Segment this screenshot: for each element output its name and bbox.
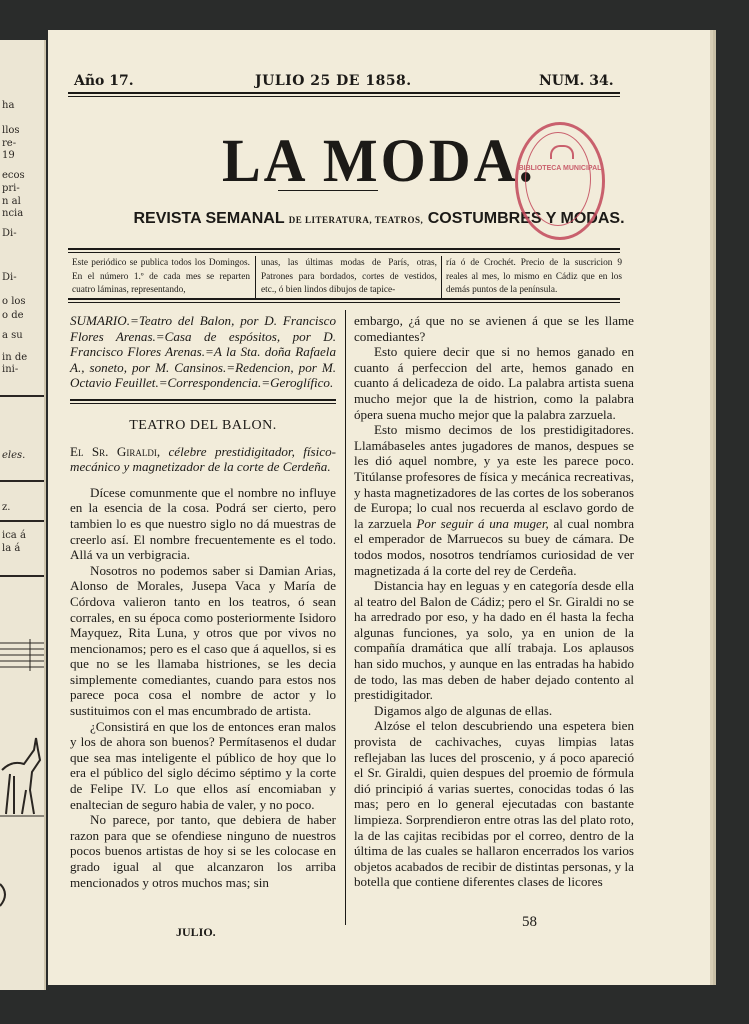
left-fragment: la á bbox=[2, 543, 21, 554]
italic-phrase: Por seguir á una muger, bbox=[416, 515, 549, 531]
issue-number: NUM. 34. bbox=[539, 73, 614, 89]
partial-figure-icon bbox=[0, 880, 12, 910]
paragraph: Esto quiere decir que si no hemos ganado en cuanto á perfeccion del arte, hemos ganado en cuanto á delicadeza de oido. La palabra artista suena mucho mejor que la de histrion, como la palabra ópera suena mucho mejor que la palabra zarzuela. bbox=[354, 344, 634, 422]
sumario: SUMARIO.=Teatro del Balon, por D. Francisco Flores Arenas.=Casa de espósitos, por D. Francisco Flores Arenas.=A la Sta. doña Rafaela A., soneto, por M. Cansinos.=Redencion, por M. Octavio Feuillet.=Correspondencia.=Geroglífico. bbox=[70, 313, 336, 391]
sumario-rule bbox=[70, 399, 336, 404]
notice-bottom-rule bbox=[68, 298, 620, 300]
section-title: TEATRO DEL BALON. bbox=[129, 417, 277, 433]
notice-column-1: Este periódico se publica todos los Domingos. En el número 1.º de cada mes se reparten cuatro láminas, representando, bbox=[72, 258, 250, 295]
left-rule bbox=[0, 520, 44, 522]
left-fragment: in de bbox=[2, 352, 28, 363]
notice-column-2: unas, las últimas modas de París, otras, Patrones para bordados, cortes de vestidos, etc., ó bien lindos dibujos de tapice- bbox=[261, 258, 437, 295]
library-stamp bbox=[515, 122, 605, 240]
subtitle-costumbres: COSTUMBRES Y MODAS. bbox=[427, 210, 625, 227]
newspaper-title: LA MODA. bbox=[222, 126, 536, 195]
left-fragment: pri- bbox=[2, 183, 20, 194]
left-fragment: Di- bbox=[2, 228, 17, 239]
paragraph: ¿Consistirá en que los de entonces eran malos y los de ahora son buenos? Permítasenos el dudar que sea mas inteligente el público de hoy que lo era el público del siglo décimo séptimo y la corte de Felipe IV. Lo que ellos así encomiaban y enaltecian de seguro habia de valer, y no poco. bbox=[70, 718, 336, 812]
left-fragment: ncia bbox=[2, 208, 24, 219]
left-fragment: re- bbox=[2, 138, 17, 149]
notice-divider bbox=[255, 256, 256, 298]
title-ornament-rule bbox=[278, 190, 378, 191]
left-fragment: o los bbox=[2, 296, 26, 307]
newspaper-subtitle bbox=[48, 210, 710, 228]
newspaper-page bbox=[48, 30, 710, 985]
article-lead bbox=[70, 444, 336, 475]
paragraph: Digamos algo de algunas de ellas. bbox=[374, 702, 553, 718]
left-rule bbox=[0, 395, 44, 397]
left-facing-page bbox=[0, 40, 46, 990]
paragraph: embargo, ¿á que no se avienen á que se les llame comediantes? bbox=[354, 313, 634, 344]
donkey-illustration-icon bbox=[0, 730, 44, 820]
left-fragment: ini- bbox=[2, 364, 19, 375]
left-fragment: ha bbox=[2, 100, 15, 111]
left-fragment: llos bbox=[2, 125, 20, 136]
left-fragment: Di- bbox=[2, 272, 17, 283]
notice-top-rule bbox=[68, 252, 620, 253]
left-fragment: ica á bbox=[2, 530, 26, 541]
notice-divider bbox=[441, 256, 442, 298]
music-staff-icon bbox=[0, 635, 44, 675]
paragraph bbox=[354, 422, 634, 578]
lead-name: El Sr. Giraldi, bbox=[70, 443, 161, 459]
subtitle-revista: REVISTA SEMANAL bbox=[133, 210, 285, 227]
subtitle-literatura: DE LITERATURA, TEATROS, bbox=[288, 215, 424, 225]
left-rule bbox=[0, 480, 44, 482]
paragraph-text: al cual nombra el emperador de Marruecos su buey de cámara. De todos modos, nosotros tendríamos curiosidad de ver magnetizada á la corte del rey de Cerdeña. bbox=[354, 515, 635, 578]
notice-column-3: ría ó de Crochét. Precio de la suscricion 9 reales al mes, lo mismo en Cádiz que en los demás puntos de la península. bbox=[446, 258, 622, 295]
masthead-rule bbox=[68, 92, 620, 94]
left-fragment: a su bbox=[2, 330, 23, 341]
issue-year: Año 17. bbox=[74, 73, 134, 89]
page-number: 58 bbox=[522, 914, 537, 930]
paragraph: Dícese comunmente que el nombre no influye en la esencia de la cosa. Podrá ser cierto, pero tambien lo es que nuestro siglo no dá muestras de creerlo así. El nombre frecuentemente es el todo. Allá va un verbigracia. bbox=[70, 484, 336, 563]
stamp-text: BIBLIOTECA MUNICIPAL bbox=[518, 165, 602, 172]
left-rule bbox=[0, 575, 44, 577]
paragraph-text: Esto mismo decimos de los prestidigitadores. Llamábaseles antes jugadores de manos, despues se les dió aquel nombre, y ya este les parece poco. Titúlanse profesores de física y mecánica recreativas, y hasta magnetizadores de las cortes de los soberanos de Europa; lo cual nos recuerda al esclavo gordo de la zarzuela bbox=[354, 422, 634, 531]
column-divider bbox=[345, 310, 346, 925]
masthead-rule bbox=[68, 96, 620, 97]
paragraph: Distancia hay en leguas y en categoría desde ella al teatro del Balon de Cádiz; pero el Sr. Giraldi no se ha arredrado por eso, y ha dado en él hasta la fecha algunas funciones, ya solo, ya en union de la compañía dramática que allí trabaja. Los aplausos han sido muchos, y aunque en las entradas ha habido de todo, las mas deben de haber dejado contento al prestidigitador. bbox=[354, 578, 634, 703]
left-fragment: 19 bbox=[2, 150, 15, 161]
issue-date: JULIO 25 DE 1858. bbox=[255, 73, 412, 89]
right-column bbox=[354, 313, 634, 890]
left-fragment: o de bbox=[2, 310, 24, 321]
paragraph: No parece, por tanto, que debiera de haber razon para que se ofendiese ninguno de nuestros pocos buenos artistas de hoy si se les colocase en grado igual al que alcanzaron los arriba mencionados y otros muchos mas; sin bbox=[70, 812, 336, 890]
paragraph: Alzóse el telon descubriendo una espetera bien provista de cachivaches, cuyas limpias latas reflejaban las luces del proscenio, y á poco apareció el Sr. Giraldi, quien despues del proemio de fórmula dió principió á varias suertes, conocidas todas ó las mas; pero en lo general ejecutadas con bastante limpieza. Sorprendieron entre otras las del plato roto, la de las cajitas recibidas por el correo, dentro de la última de las cuales se hallaron encerrados los varios objetos acabados de recibir de distintas personas, y la botella que contiene diferentes clases de licores bbox=[354, 718, 634, 890]
left-column bbox=[70, 313, 336, 890]
left-fragment: z. bbox=[2, 502, 11, 513]
signature-mark: JULIO. bbox=[176, 925, 216, 939]
left-fragment: n al bbox=[2, 196, 21, 207]
paragraph: Nosotros no podemos saber si Damian Arias, Alonso de Morales, Jusepa Vaca y María de Córdova valieron tanto en los teatros, ó sean corrales, en su época como posteriormente Isidoro Mayquez, Rita Luna, y otros que por vivos no mencionamos; pero es el caso que á aquellos, si es que no se les llamaba histriones, se les decia simplemente comediantes, cuando para estos nos parece poca cosa el nombre de actor y lo sustituimos con el mas encumbrado de artista. bbox=[70, 562, 336, 719]
left-fragment: eles. bbox=[2, 450, 26, 461]
notice-bottom-rule bbox=[68, 302, 620, 303]
crown-icon bbox=[550, 145, 574, 159]
notice-top-rule bbox=[68, 248, 620, 250]
lead-description: célebre prestidigitador, físico-mecánico y magnetizador de la corte de Cerdeña. bbox=[70, 443, 336, 475]
left-fragment: ecos bbox=[2, 170, 25, 181]
